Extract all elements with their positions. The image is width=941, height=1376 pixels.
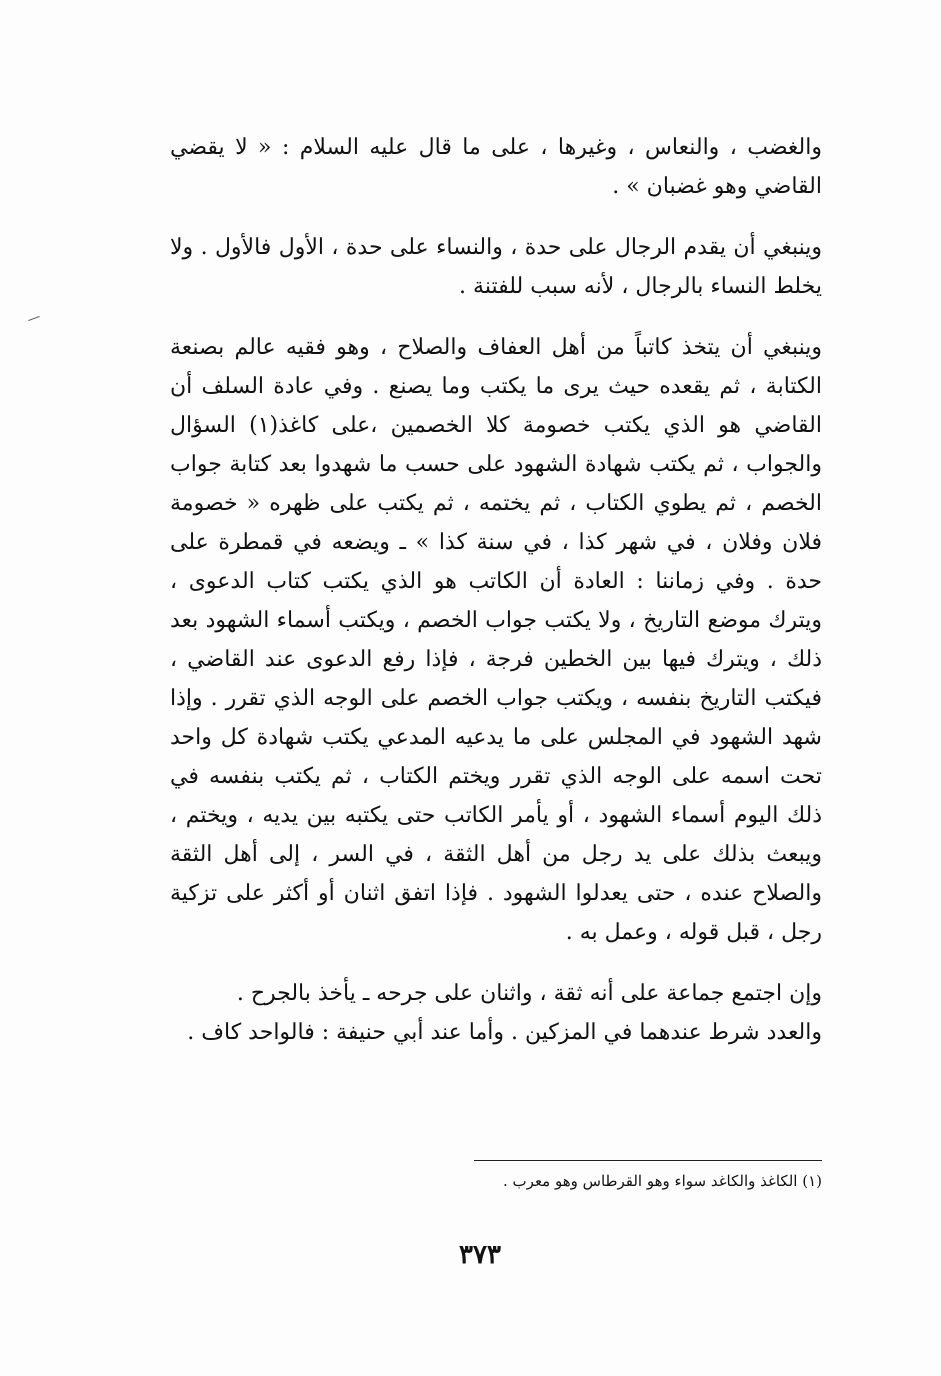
main-text [170,128,822,1074]
footnote-separator [474,1160,822,1161]
footnote: (١) الكاغذ والكاغد سواء وهو القرطاس وهو معرب . [503,1172,822,1190]
paragraph-3: وينبغي أن يتخذ كاتباً من أهل العفاف والصلاح ، وهو فقيه عالم بصنعة الكتابة ، ثم يقعده حيث يرى ما يكتب وما يصنع . وفي عادة السلف أن القاضي هو الذي يكتب خصومة كلا الخصمين ،على كاغذ(١) السؤال والجواب ، ثم يكتب شهادة الشهود على حسب ما شهدوا بعد كتابة جواب الخصم ، ثم يطوي الكتاب ، ثم يختمه ، ثم يكتب على ظهره « خصومة فلان وفلان ، في شهر كذا ، في سنة كذا » ـ ويضعه في قمطرة على حدة . وفي زماننا : العادة أن الكاتب هو الذي يكتب كتاب الدعوى ، ويترك موضع التاريخ ، ولا يكتب جواب الخصم ، ويكتب أسماء الشهود بعد ذلك ، ويترك فيها بين الخطين فرجة ، فإذا رفع الدعوى عند القاضي ، فيكتب التاريخ بنفسه ، ويكتب جواب الخصم على الوجه الذي تقرر . وإذا شهد الشهود في المجلس على ما يدعيه المدعي يكتب شهادة كل واحد تحت اسمه على الوجه الذي تقرر ويختم الكتاب ، ثم يكتب بنفسه في ذلك اليوم أسماء الشهود ، أو يأمر الكاتب حتى يكتبه بين يديه ، ويختم ، ويبعث بذلك على يد رجل من أهل الثقة ، في السر ، إلى أهل الثقة والصلاح عنده ، حتى يعدلوا الشهود . فإذا اتفق اثنان أو أكثر على تزكية رجل ، قبل قوله ، وعمل به . [170,335,822,945]
paragraph-4: وإن اجتمع جماعة على أنه ثقة ، واثنان على جرحه ـ يأخذ بالجرح . [236,981,822,1006]
paragraph-5: والعدد شرط عندهما في المزكين . وأما عند أبي حنيفة : فالواحد كاف . [187,1020,822,1045]
paragraph-1: والغضب ، والنعاس ، وغيرها ، على ما قال عليه السلام : « لا يقضي القاضي وهو غضبان » . [170,135,822,199]
page-number: ٣٧٣ [459,1240,501,1270]
paragraph-2: وينبغي أن يقدم الرجال على حدة ، والنساء على حدة ، الأول فالأول . ولا يخلط النساء بالرجال ، لأنه سبب للفتنة . [170,235,822,299]
margin-mark [28,316,40,321]
